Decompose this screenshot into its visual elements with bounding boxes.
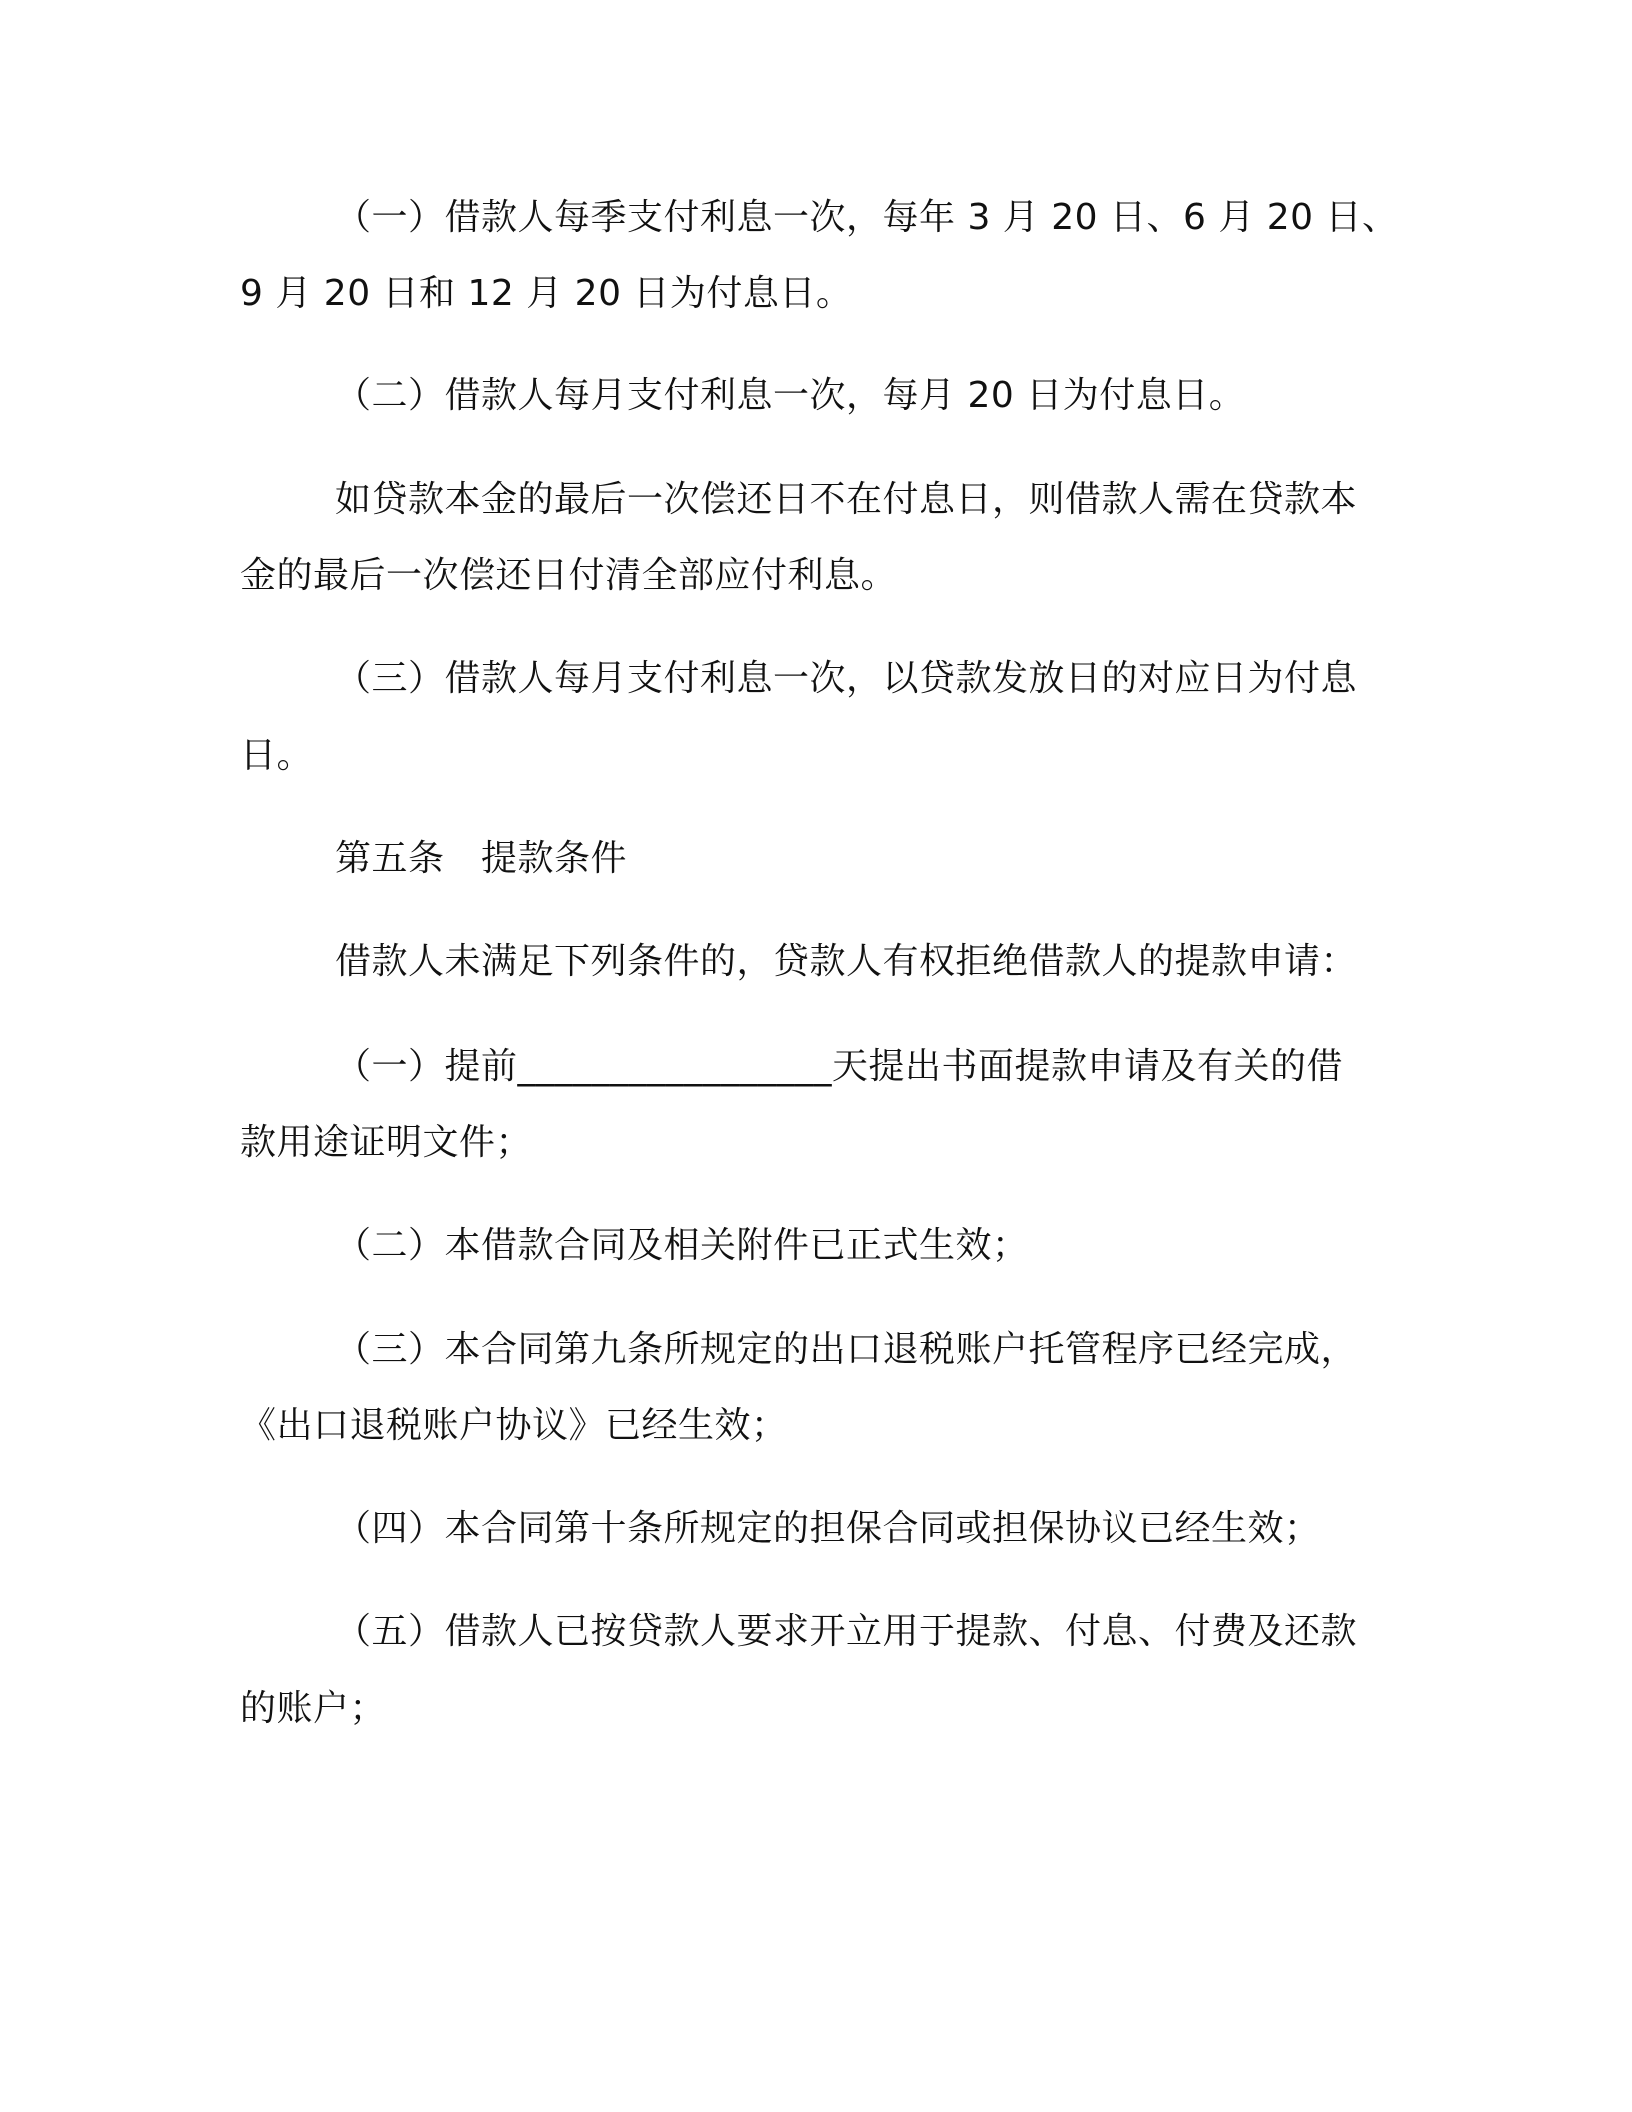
- article-5-item-2: （二）本借款合同及相关附件已正式生效；: [335, 1225, 1029, 1266]
- clause-4-item-2: （二）借款人每月支付利息一次，每月 20 日为付息日。: [335, 375, 1246, 416]
- final-repayment-note-line-1: 如贷款本金的最后一次偿还日不在付息日，则借款人需在贷款本: [335, 479, 1358, 520]
- article-5-item-5-line-2: 的账户；: [240, 1688, 387, 1729]
- article-5-intro: 借款人未满足下列条件的，贷款人有权拒绝借款人的提款申请：: [335, 941, 1358, 982]
- article-5-item-3-line-1: （三）本合同第九条所规定的出口退税账户托管程序已经完成，: [335, 1329, 1358, 1370]
- article-5-item-1-line-1: （一）提前_________________天提出书面提款申请及有关的借: [335, 1046, 1344, 1087]
- clause-4-item-3-line-2: 日。: [240, 735, 314, 776]
- article-5-item-1-line-2: 款用途证明文件；: [240, 1122, 533, 1163]
- article-5-heading: 第五条 提款条件: [335, 838, 628, 879]
- final-repayment-note-line-2: 金的最后一次偿还日付清全部应付利息。: [240, 555, 898, 596]
- article-5-item-5-line-1: （五）借款人已按贷款人要求开立用于提款、付息、付费及还款: [335, 1611, 1358, 1652]
- article-5-item-3-line-2: 《出口退税账户协议》已经生效；: [240, 1405, 788, 1446]
- clause-4-item-3-line-1: （三）借款人每月支付利息一次，以贷款发放日的对应日为付息: [335, 658, 1358, 699]
- clause-4-item-1-line-2: 9 月 20 日和 12 月 20 日为付息日。: [240, 273, 853, 314]
- clause-4-item-1-line-1: （一）借款人每季支付利息一次，每年 3 月 20 日、6 月 20 日、: [335, 197, 1399, 238]
- article-5-item-4: （四）本合同第十条所规定的担保合同或担保协议已经生效；: [335, 1508, 1321, 1549]
